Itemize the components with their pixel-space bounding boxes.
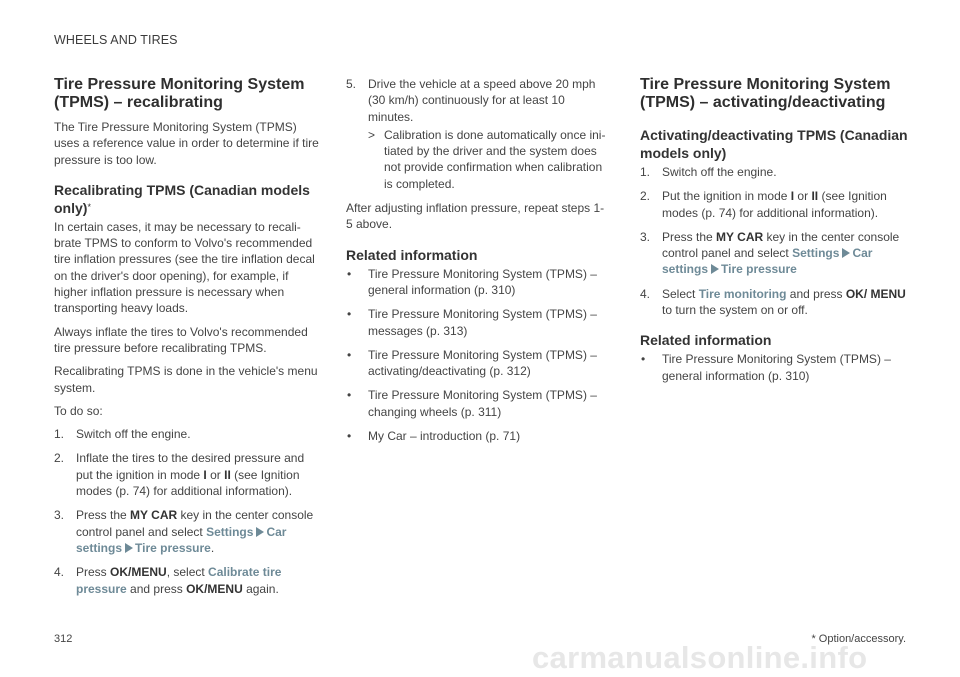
related-link[interactable]: Tire Pressure Monitoring System (TPMS) – general information (p. 310) — [368, 266, 597, 297]
related-link[interactable]: Tire Pressure Monitoring System (TPMS) – general information (p. 310) — [662, 352, 891, 383]
step-text: Select — [662, 286, 699, 301]
subheading-activating: Activating/deactivating TPMS (Canadian models only) — [640, 127, 908, 161]
step-number: 2. — [54, 451, 65, 466]
step-number: 1. — [640, 165, 651, 179]
after-adjusting-note: After adjusting inflation pressure, repeat steps 1-5 above. — [346, 201, 605, 232]
column-1 — [54, 76, 322, 605]
result-text: Calibration is done automatically once ini-tiated by the driver and the system does not provide confirmation when calibration is completed. — [384, 127, 606, 191]
step-number: 4. — [54, 565, 65, 580]
step-text: and press — [786, 286, 846, 301]
bullet-icon: • — [347, 429, 352, 444]
step-3 — [54, 507, 322, 556]
step-text: key in the center console control panel and select — [662, 229, 900, 261]
step-4 — [54, 564, 322, 597]
ignition-mode-ii: II — [224, 467, 231, 482]
step-5 — [346, 76, 608, 192]
menu-arrow-icon — [125, 543, 133, 553]
step-text: , select — [166, 565, 209, 580]
bullet-icon: • — [347, 307, 352, 322]
step-number: 5. — [346, 77, 357, 91]
step-number: 2. — [640, 189, 651, 204]
page-number: 312 — [54, 633, 73, 645]
step-number: 4. — [640, 286, 651, 301]
menu-tire-monitoring: Tire monitoring — [698, 286, 787, 301]
bullet-icon: • — [347, 347, 352, 362]
menu-calibrate-tire-pressure: Calibrate tire pressure — [76, 565, 282, 596]
step-2 — [640, 188, 908, 221]
step-text: Put the ignition in mode — [662, 189, 791, 204]
step-text: Switch off the engine. — [76, 427, 191, 442]
column-3 — [640, 76, 908, 392]
step-text: Press the — [76, 508, 131, 523]
step-text: to turn the system on or off. — [662, 303, 808, 318]
related-link[interactable]: Tire Pressure Monitoring System (TPMS) – changing wheels (p. 311) — [368, 388, 597, 419]
step-text: (see Ignition modes (p. 74) for additional information). — [76, 467, 300, 499]
running-header: WHEELS AND TIRES — [54, 33, 178, 47]
step-text: . — [210, 540, 215, 555]
ignition-mode-i: I — [790, 189, 795, 204]
related-link[interactable]: My Car – introduction (p. 71) — [368, 429, 521, 444]
menu-arrow-icon — [711, 264, 719, 274]
related-item[interactable] — [346, 347, 608, 380]
step-number: 3. — [640, 229, 651, 244]
step-1 — [640, 164, 908, 180]
related-information-heading: Related information — [640, 332, 772, 349]
ok-menu-key: OK/ MENU — [845, 286, 906, 301]
option-asterisk: * — [87, 201, 91, 212]
step-text: or — [206, 467, 225, 482]
step-text: key in the center console control panel and select — [76, 508, 314, 539]
related-link[interactable]: Tire Pressure Monitoring System (TPMS) – messages (p. 313) — [368, 307, 597, 338]
step-1 — [54, 426, 322, 442]
step-text: again. — [242, 581, 279, 596]
my-car-key: MY CAR — [130, 508, 178, 523]
section-title-activating: Tire Pressure Monitoring System (TPMS) – activating/deactivating — [640, 76, 891, 111]
step-text: Drive the vehicle at a speed above 20 mph (30 km/h) continuously for at least 10 minutes. — [368, 77, 596, 124]
step-text: Press the — [662, 229, 717, 244]
ignition-mode-ii: II — [811, 189, 819, 204]
paragraph-1: In certain cases, it may be necessary to recali-brate TPMS to conform to Volvo's recommended tire inflation pressures (see the tire inflation decal on the driver's door opening), for example, if higher inflation pressure is necessary when transporting heavy loads. — [54, 219, 315, 316]
footnote-option: * Option/accessory. — [811, 633, 906, 645]
related-link[interactable]: Tire Pressure Monitoring System (TPMS) – activating/deactivating (p. 312) — [368, 347, 597, 379]
menu-car-settings: Car settings — [76, 524, 287, 555]
related-item[interactable] — [346, 387, 608, 420]
watermark-logo: carmanualsonline.info — [532, 640, 868, 675]
step-3 — [640, 229, 908, 278]
related-information-heading: Related information — [346, 246, 478, 263]
step-5-result — [368, 127, 608, 192]
related-item[interactable] — [346, 266, 608, 299]
column-2 — [346, 76, 608, 452]
bullet-icon: • — [347, 388, 352, 403]
paragraph-3: Recalibrating TPMS is done in the vehicle's menu system. — [54, 364, 318, 395]
result-marker: > — [368, 127, 376, 142]
step-number: 1. — [54, 427, 65, 442]
section-title-recalibrating: Tire Pressure Monitoring System (TPMS) – recalibrating — [54, 76, 305, 111]
menu-tire-pressure: Tire pressure — [135, 540, 211, 555]
related-item[interactable] — [346, 428, 608, 444]
step-text: and press — [126, 581, 187, 596]
paragraph-4: To do so: — [54, 403, 103, 418]
step-number: 3. — [54, 508, 65, 523]
step-text: or — [794, 189, 812, 204]
paragraph-2: Always inflate the tires to Volvo's recommended tire pressure before recalibrating TPMS. — [54, 324, 308, 355]
related-item[interactable] — [346, 306, 608, 339]
menu-arrow-icon — [256, 527, 264, 537]
subheading-canadian-text: Recalibrating TPMS (Canadian models only) — [54, 181, 310, 216]
ignition-mode-i: I — [203, 467, 207, 482]
related-item[interactable] — [640, 351, 908, 384]
step-text: Press — [76, 565, 111, 580]
step-text: (see Ignition modes (p. 74) for additional information). — [662, 189, 887, 220]
bullet-icon: • — [641, 352, 646, 367]
step-2 — [54, 450, 322, 499]
menu-car-settings: Car settings — [662, 246, 873, 277]
my-car-key: MY CAR — [716, 229, 764, 244]
menu-settings: Settings — [792, 246, 840, 261]
subheading-canadian — [54, 181, 322, 217]
step-text: Switch off the engine. — [662, 165, 777, 179]
step-text: Inflate the tires to the desired pressure and put the ignition in mode — [76, 451, 305, 482]
ok-menu-key: OK/MENU — [186, 581, 243, 596]
ok-menu-key: OK/MENU — [110, 565, 167, 580]
step-4 — [640, 286, 908, 319]
menu-arrow-icon — [842, 248, 850, 258]
menu-tire-pressure: Tire pressure — [721, 262, 797, 277]
menu-settings: Settings — [206, 524, 254, 539]
bullet-icon: • — [347, 266, 352, 281]
intro-paragraph: The Tire Pressure Monitoring System (TPMS) uses a reference value in order to determine if tire pressure is too low. — [54, 120, 319, 167]
